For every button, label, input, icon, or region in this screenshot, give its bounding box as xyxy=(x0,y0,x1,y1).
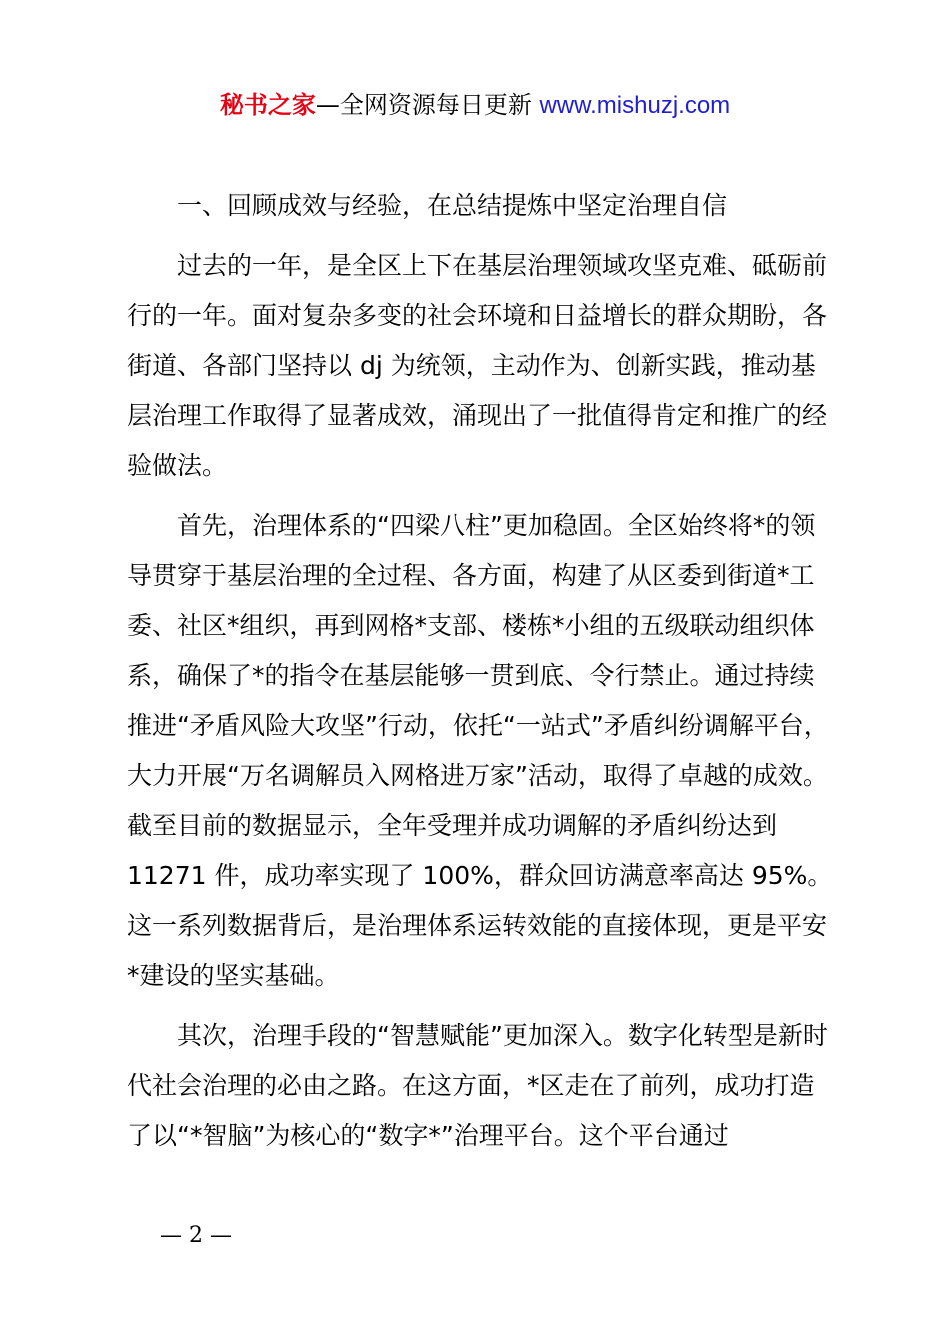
paragraph-review-year: 过去的一年，是全区上下在基层治理领域攻坚克难、砥砺前行的一年。面对复杂多变的社会环境和日益增长的群众期盼，各街道、各部门坚持以 dj 为统领，主动作为、创新实践，推动基层治理工作取得了显著成效，涌现出了一批值得肯定和推广的经验做法。 xyxy=(127,251,828,480)
page-number: — 2 — xyxy=(160,1223,232,1248)
paragraph-smart-empowerment: 其次，治理手段的“智慧赋能”更加深入。数字化转型是新时代社会治理的必由之路。在这方面，*区走在了前列，成功打造了以“*智脑”为核心的“数字*”治理平台。这个平台通过 xyxy=(127,1021,828,1150)
header-tagline: —全网资源每日更新 xyxy=(315,91,540,119)
section-heading: 一、回顾成效与经验，在总结提炼中坚定治理自信 xyxy=(177,191,728,220)
site-watermark-header xyxy=(0,88,950,123)
paragraph-governance-system: 首先，治理体系的“四梁八柱”更加稳固。全区始终将*的领导贯穿于基层治理的全过程、各方面，构建了从区委到街道*工委、社区*组织，再到网格*支部、楼栋*小组的五级联动组织体系，确保了*的指令在基层能够一贯到底、令行禁止。通过持续推进“矛盾风险大攻坚”行动，依托“一站式”矛盾纠纷调解平台，大力开展“万名调解员入网格进万家”活动，取得了卓越的成效。截至目前的数据显示，全年受理并成功调解的矛盾纠纷达到 11271 件，成功率实现了 100%，群众回访满意率高达 95%。这一系列数据背后，是治理体系运转效能的直接体现，更是平安*建设的坚实基础。 xyxy=(127,511,833,990)
document-body xyxy=(127,181,835,1171)
brand-name: 秘书之家 xyxy=(219,91,316,119)
site-url-link[interactable]: www.mishuzj.com xyxy=(539,92,731,119)
